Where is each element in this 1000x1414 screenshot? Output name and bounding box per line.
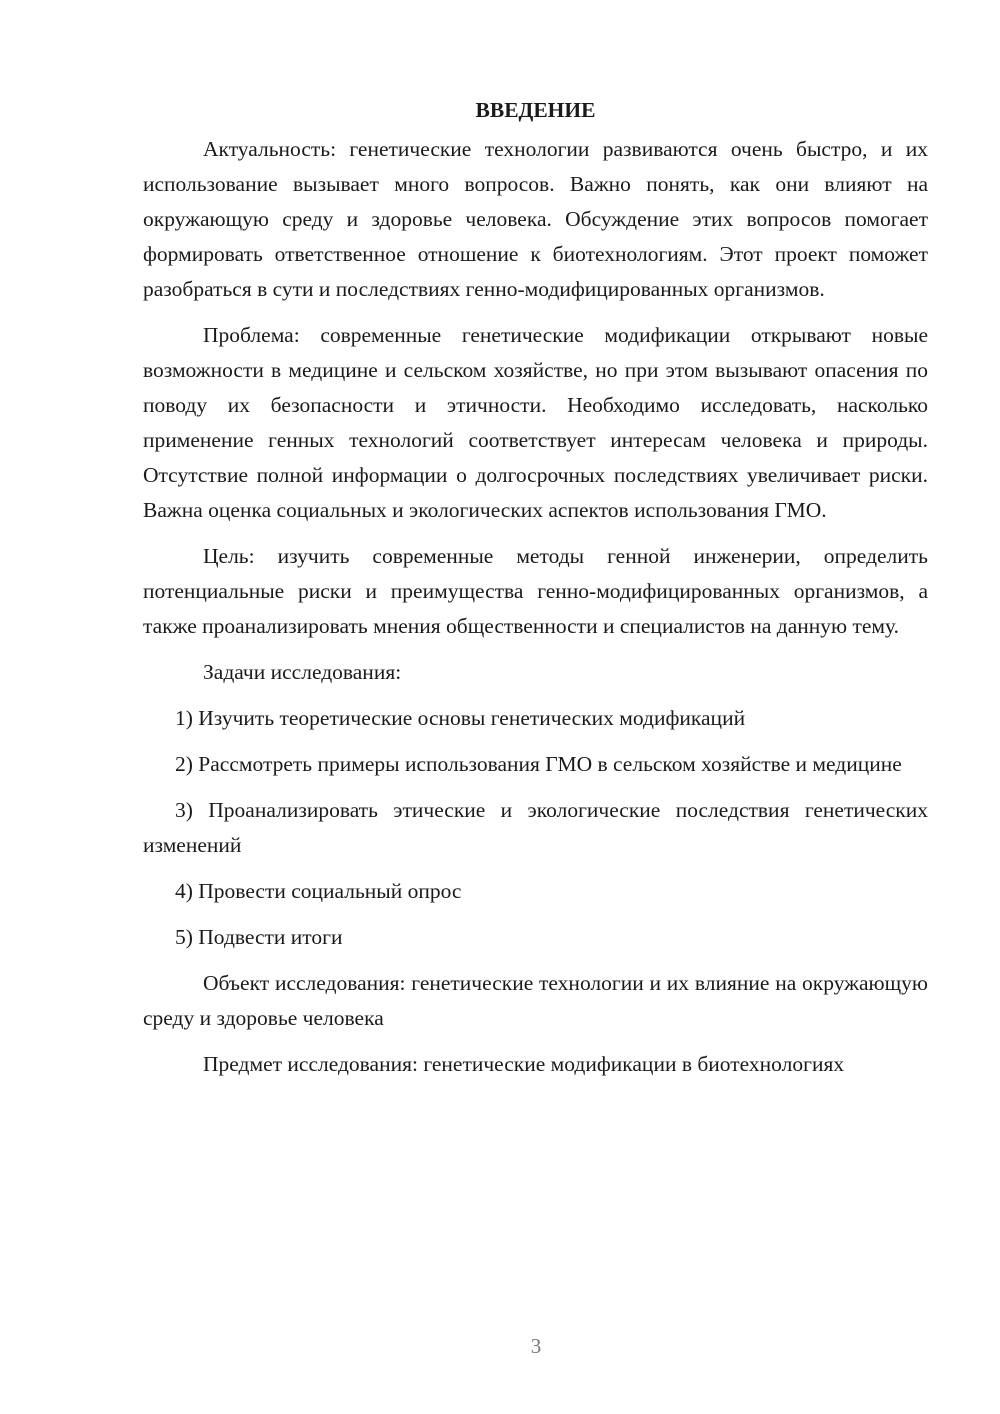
task-item-2: 2) Рассмотреть примеры использования ГМО в сельском хозяйстве и медицине — [175, 752, 902, 776]
tasks-title: Задачи исследования: — [203, 660, 402, 684]
task-item-1: 1) Изучить теоретические основы генетических модификаций — [175, 706, 746, 730]
section-heading: ВВЕДЕНИЕ — [475, 98, 596, 122]
paragraph-object: Объект исследования: генетические технологии и их влияние на окружающую среду и здоровье человека — [143, 971, 928, 1030]
page-number: 3 — [530, 1334, 542, 1358]
task-item-5: 5) Подвести итоги — [175, 925, 343, 949]
page-body — [143, 93, 928, 1093]
paragraph-relevance: Актуальность: генетические технологии развиваются очень быстро, и их использование вызывает много вопросов. Важно понять, как они влияют на окружающую среду и здоровье человека. Обсуждение этих вопросов помогает формировать ответственное отношение к биотехнологиям. Этот проект поможет разобраться в сути и последствиях генно-модифицированных организмов. — [143, 137, 928, 301]
task-item-3: 3) Проанализировать этические и экологические последствия генетических изменений — [143, 798, 928, 857]
paragraph-problem: Проблема: современные генетические модификации открывают новые возможности в медицине и сельском хозяйстве, но при этом вызывают опасения по поводу их безопасности и этичности. Необходимо исследовать, насколько применение генных технологий соответствует интересам человека и природы. Отсутствие полной информации о долгосрочных последствиях увеличивает риски. Важна оценка социальных и экологических аспектов использования ГМО. — [143, 323, 928, 522]
paragraph-goal: Цель: изучить современные методы генной инженерии, определить потенциальные риски и преимущества генно-модифицированных организмов, а также проанализировать мнения общественности и специалистов на данную тему. — [143, 544, 928, 638]
paragraph-subject: Предмет исследования: генетические модификации в биотехнологиях — [203, 1052, 845, 1076]
task-item-4: 4) Провести социальный опрос — [175, 879, 462, 903]
